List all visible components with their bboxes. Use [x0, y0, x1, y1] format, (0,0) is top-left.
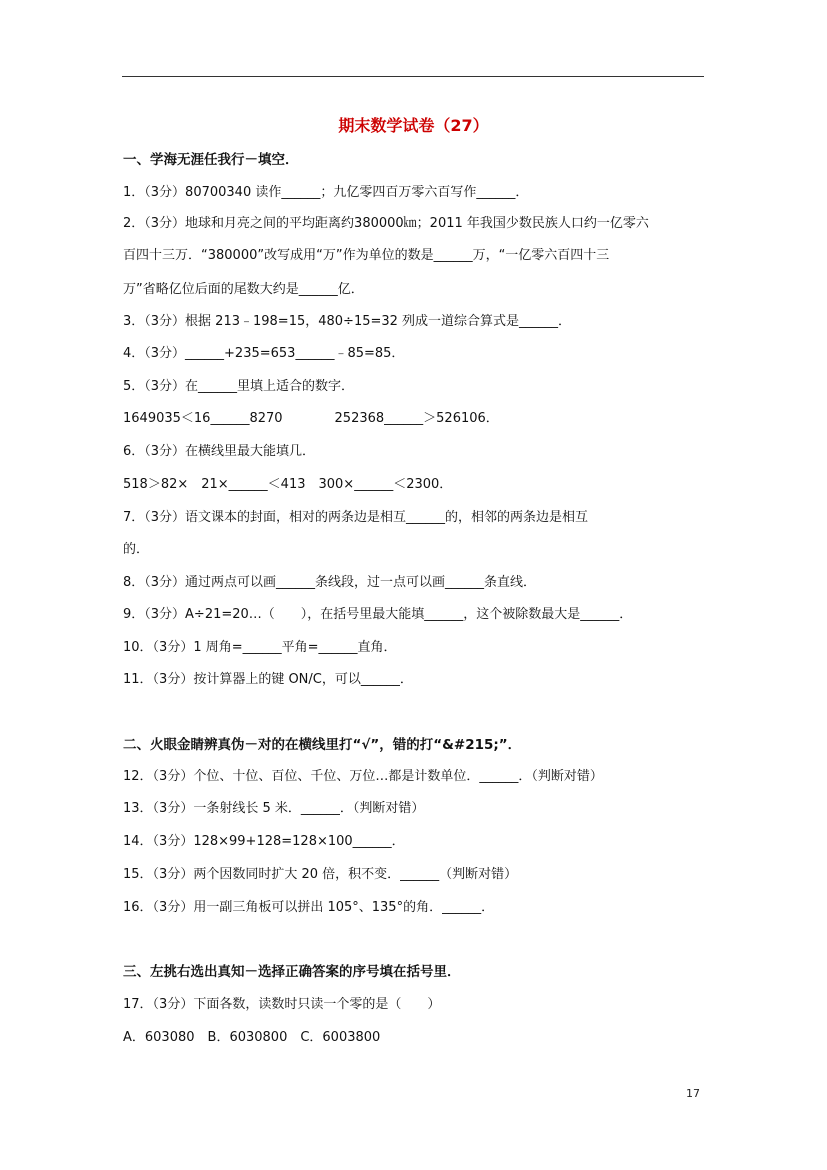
question-7-line-2: 的． [123, 542, 150, 557]
question-14: 14．（3分）128×99+128=128×100______． [123, 834, 405, 849]
page-title: 期末数学试卷（27） [338, 116, 489, 135]
section-3-heading: 三、左挑右选出真知－选择正确答案的序号填在括号里． [123, 964, 461, 980]
question-8: 8．（3分）通过两点可以画______条线段，过一点可以画______条直线． [123, 575, 537, 590]
question-7-line-1: 7．（3分）语文课本的封面，相对的两条边是相互______的，相邻的两条边是相互 [123, 510, 589, 525]
question-11: 11．（3分）按计算器上的键 ON/C，可以______． [123, 672, 413, 687]
question-17: 17．（3分）下面各数，读数时只读一个零的是（ ） [123, 997, 441, 1012]
question-6: 6．（3分）在横线里最大能填几． [123, 444, 316, 459]
question-9: 9．（3分）A÷21=20…（ ），在括号里最大能填______，这个被除数最大是______． [123, 607, 633, 622]
question-15: 15．（3分）两个因数同时扩大 20 倍，积不变．______（判断对错） [123, 867, 518, 882]
question-5-items: 1649035＜16______8270 252368______＞526106． [123, 411, 499, 426]
question-6-items: 518＞82× 21×______＜413 300×______＜2300． [123, 477, 453, 492]
header-rule [122, 76, 704, 77]
section-1-heading: 一、学海无涯任我行－填空． [123, 152, 299, 168]
section-2-heading: 二、火眼金睛辨真伪－对的在横线里打“√”，错的打“&#215;”． [123, 737, 522, 753]
question-2-line-1: 2．（3分）地球和月亮之间的平均距离约380000㎞；2011 年我国少数民族人口约一亿零六 [123, 216, 649, 231]
question-2-line-2: 百四十三万．“380000”改写成用“万”作为单位的数是______万，“一亿零六百四十三 [123, 248, 610, 263]
question-2-line-3: 万”省略亿位后面的尾数大约是______亿． [123, 282, 364, 297]
question-3: 3．（3分）根据 213﹣198=15，480÷15=32 列成一道综合算式是______． [123, 314, 572, 329]
question-12: 12．（3分）个位、十位、百位、千位、万位…都是计数单位．______．（判断对错） [123, 769, 603, 784]
question-1: 1．（3分）80700340 读作______；九亿零四百万零六百写作______． [123, 185, 529, 200]
question-10: 10．（3分）1 周角=______平角=______直角． [123, 640, 397, 655]
question-17-options: A．603080 B．6030800 C．6003800 [123, 1030, 381, 1045]
question-13: 13．（3分）一条射线长 5 米．______．（判断对错） [123, 801, 425, 816]
question-5: 5．（3分）在______里填上适合的数字． [123, 379, 355, 394]
question-16: 16．（3分）用一副三角板可以拼出 105°、135°的角．______． [123, 900, 495, 915]
page-number: 17 [686, 1087, 700, 1100]
question-4: 4．（3分）______+235=653______﹣85=85． [123, 346, 405, 361]
